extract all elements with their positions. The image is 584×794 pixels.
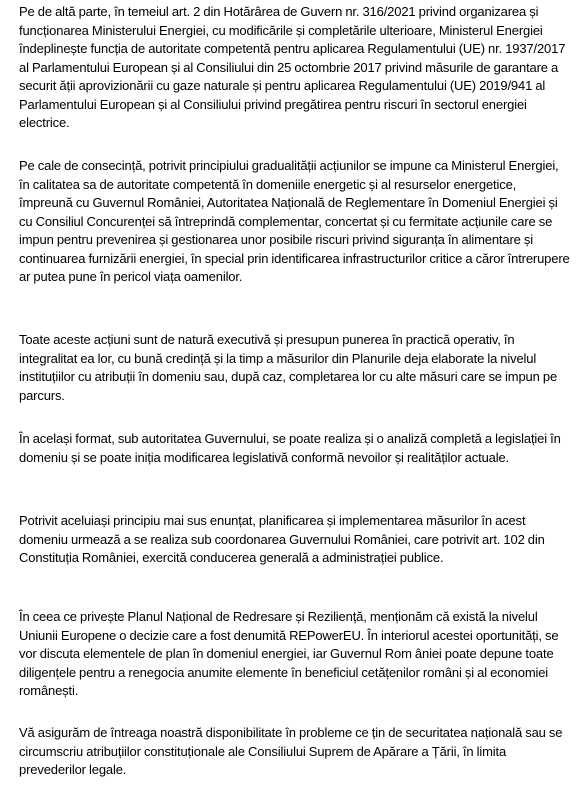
paragraph-executive-actions: Toate aceste acțiuni sunt de natură executivă și presupun punerea în practică operativ, în integralitat ea lor, cu bună credință și la timp a măsurilor din Planurile deja elaborate la nivelul instituțiilor cu atribuții în domeniu sau, după caz, completarea lor cu alte măsuri care se impun pe parcurs. [19, 332, 558, 403]
paragraph-legislative-analysis: În același format, sub autoritatea Guvernului, se poate realiza și o analiză completă a legislației în domeniu și se poate iniția modificarea legislativă conformă nevoilor și realităților actuale. [19, 431, 561, 465]
paragraph-consequence: Pe cale de consecință, potrivit principiului gradualității acțiunilor se impune ca Ministerul Energiei, în calitatea sa de autoritate competentă în domeniile energetic și al resurselor energetice, împreună cu Guvernul României, Autoritatea Națională de Reglementare în Domeniul Energiei și cu Consiliul Concurenței să întreprindă complementar, concertat și cu fermitate acțiunile care se impun pentru prevenirea și gestionarea unor posibile riscuri privind siguranța în alimentare și continuarea furnizării energiei, în special prin identificarea infrastructurilor critice a căror întrerupere ar putea pune în pericol viața oamenilor. [19, 158, 570, 284]
paragraph-recovery-plan: În ceea ce privește Planul Național de Redresare și Reziliență, menționăm că există la nivelul Uniunii Europene o decizie care a fost denumită REPowerEU. În interiorul acestei oportunități, se vor discuta elementele de plan în domeniul energiei, iar Guvernul Rom âniei poate depune toate diligențele pentru a renegocia anumite elemente în beneficiul cetățenilor români și al economiei românești. [19, 609, 559, 698]
paragraph-legal-basis: Pe de altă parte, în temeiul art. 2 din Hotărârea de Guvern nr. 316/2021 privind organizarea și funcționarea Ministerului Energiei, cu modificările și completările ulterioare, Ministerul Energiei îndeplinește funcția de autoritate competentă pentru aplicarea Regulamentului (UE) nr. 1937/2017 al Parlamentului European și al Consiliului din 25 octombrie 2017 privind măsurile de garantare a securit ății aprovizionării cu gaze naturale și pentru aplicarea Regulamentului (UE) 2019/941 al Parlamentului European și al Consiliului privind pregătirea pentru riscuri în sectorul energiei electrice. [19, 4, 566, 130]
paragraph-closing: Vă asigurăm de întreaga noastră disponibilitate în probleme ce țin de securitatea națională sau se circumscriu atribuțiilor constituționale ale Consiliului Suprem de Apărare a Țării, în limita prevederilor legale. [19, 725, 563, 777]
paragraph-government-coordination: Potrivit aceluiași principiu mai sus enunțat, planificarea și implementarea măsurilor în acest domeniu urmează a se realiza sub coordonarea Guvernului României, care potrivit art. 102 din Constituția României, exercită conducerea generală a administrației publice. [19, 513, 545, 565]
